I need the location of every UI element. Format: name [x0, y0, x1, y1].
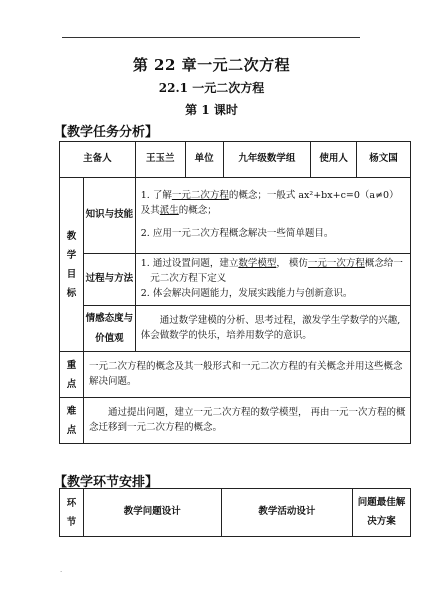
difficulty-label: 难 点 — [60, 398, 84, 444]
analysis-table — [59, 141, 411, 444]
user-label: 使用人 — [311, 142, 357, 178]
knowledge-label: 知识与技能 — [83, 178, 135, 254]
preparer-value: 王玉兰 — [135, 142, 185, 178]
knowledge-item-1: 1. 了解一元二次方程的概念；一般式 ax²+bx+c=0（a≠0）及其派生的概念； — [140, 190, 399, 217]
objectives-label: 教 学 目 标 — [60, 178, 84, 352]
knowledge-content — [135, 178, 410, 254]
link-linear-equation[interactable]: 一元一次方程 — [307, 258, 365, 270]
section-title: 22.1 一元二次方程 — [158, 81, 265, 95]
process-item-2: 2. 体会解决问题能力，发展实践能力与创新意识。 — [140, 287, 353, 299]
footer-mark: . — [60, 566, 63, 574]
user-value: 杨文国 — [357, 142, 411, 178]
unit-label: 单位 — [185, 142, 223, 178]
difficulty-row — [60, 398, 411, 444]
emotion-content: 通过数学建模的分析、思考过程，激发学生学数学的兴趣,体会做数学的快乐，培养用数学的意识。 — [135, 306, 410, 352]
link-quadratic-equation[interactable]: 一元二次方程 — [171, 190, 229, 202]
best-solution-header: 问题最佳解决方案 — [353, 489, 411, 537]
process-item-1: 1. 通过设置问题，建立数学模型， 模仿一元一次方程概念给一元二次方程下定义 — [140, 258, 403, 285]
link-math-model[interactable]: 数学模型 — [238, 258, 277, 270]
arrangement-table — [59, 488, 411, 537]
key-point-label: 重 点 — [60, 352, 84, 398]
difficulty-content: 通过提出问题，建立一元二次方程的数学模型， 再由一元一次方程的概念迁移到一元二次方程的概念。 — [83, 398, 410, 444]
knowledge-item-2: 2. 应用一元二次方程概念解决一些简单题目。 — [140, 227, 334, 239]
unit-value: 九年级数学组 — [223, 142, 311, 178]
activity-design-header: 教学活动设计 — [221, 489, 353, 537]
process-row — [60, 254, 411, 306]
emotion-label: 情感态度与价值观 — [83, 306, 135, 352]
header-row — [60, 142, 411, 178]
problem-design-header: 教学问题设计 — [83, 489, 221, 537]
key-point-content: 一元二次方程的概念及其一般形式和一元二次方程的有关概念并用这些概念解决问题。 — [83, 352, 410, 398]
preparer-label: 主备人 — [60, 142, 136, 178]
emotion-row — [60, 306, 411, 352]
knowledge-row — [60, 178, 411, 254]
header-rule — [62, 37, 360, 38]
process-label: 过程与方法 — [83, 254, 135, 306]
lesson-title: 第 1 课时 — [185, 103, 238, 117]
process-content — [135, 254, 410, 306]
key-point-row — [60, 352, 411, 398]
arrangement-heading: 【教学环节安排】 — [54, 475, 159, 490]
chapter-title: 第 22 章一元二次方程 — [132, 56, 291, 74]
step-header: 环 节 — [60, 489, 84, 537]
link-derived[interactable]: 派生 — [159, 205, 179, 217]
arrangement-header-row — [60, 489, 411, 537]
analysis-heading: 【教学任务分析】 — [54, 125, 159, 140]
